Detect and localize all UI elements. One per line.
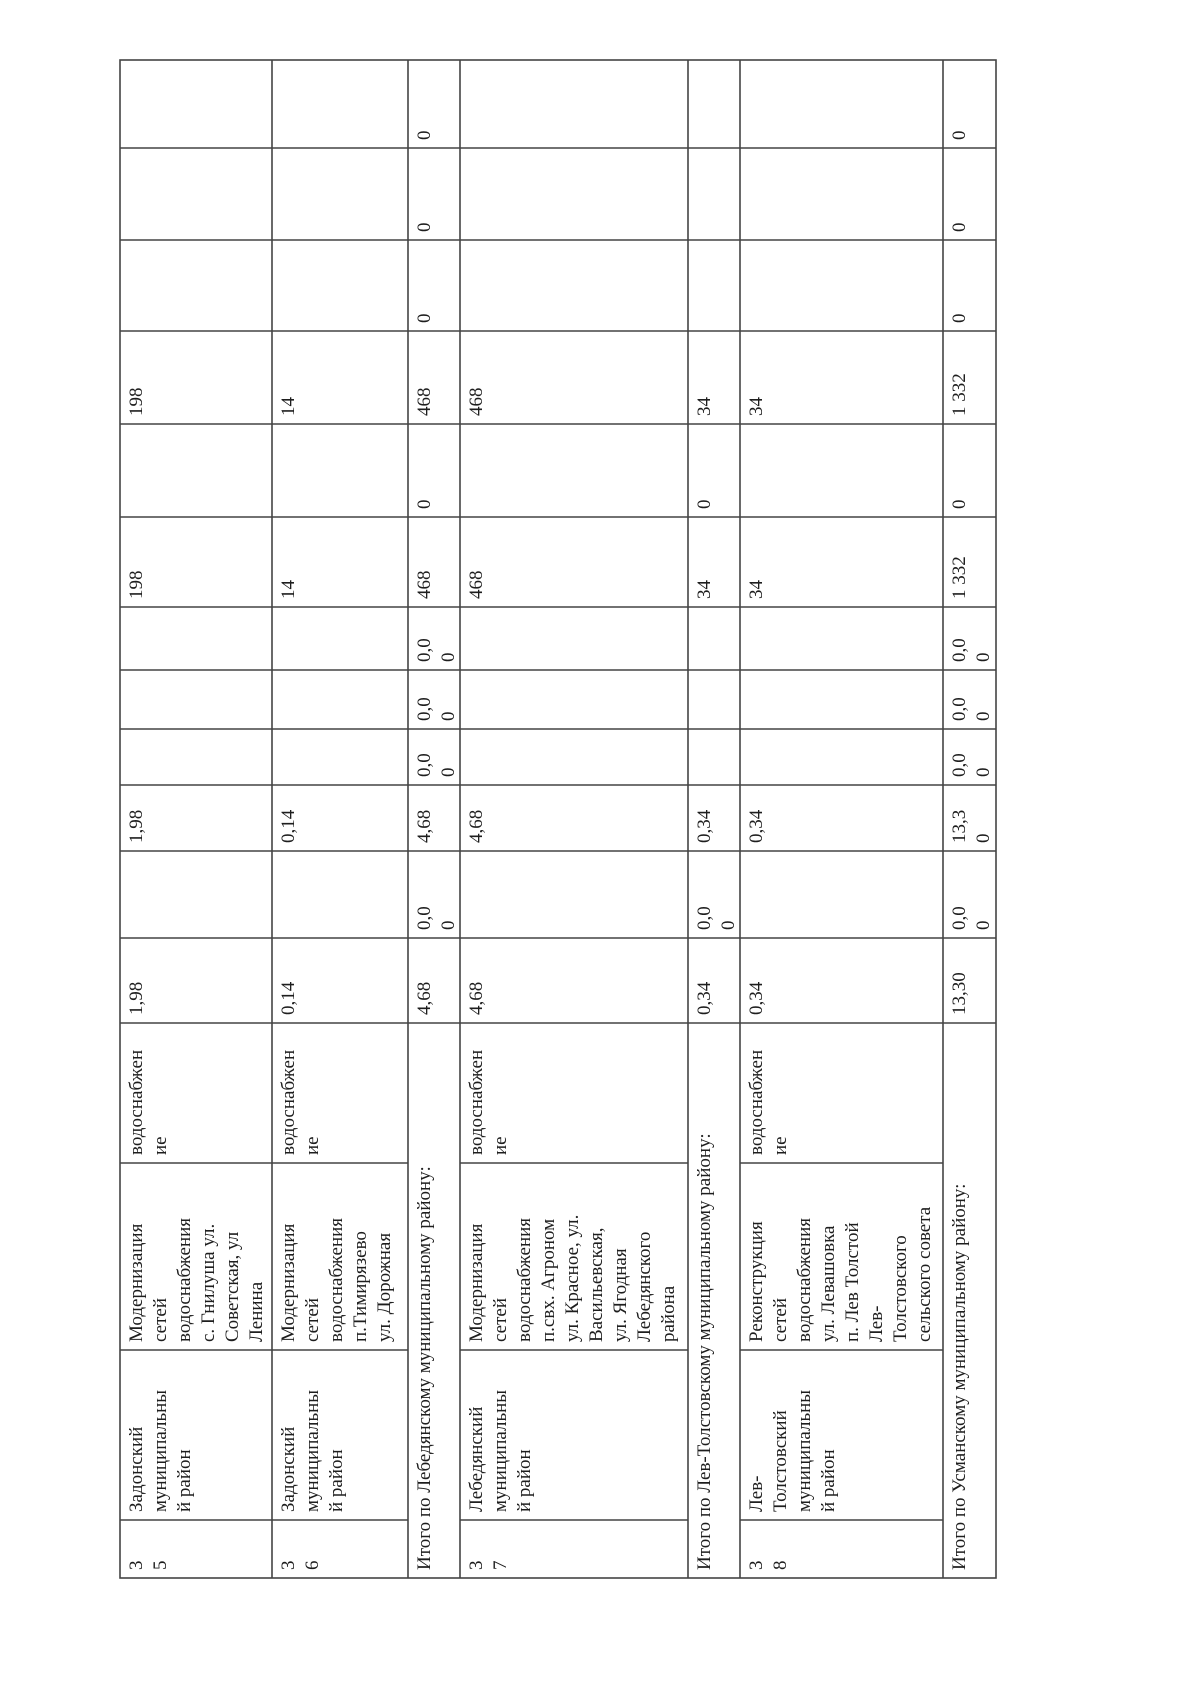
type-cell xyxy=(746,1050,791,1155)
value-cell-line: 0 xyxy=(973,711,994,721)
value-cell-line: 13,3 xyxy=(949,809,970,843)
value-cell xyxy=(949,314,970,324)
row-number-line: 7 xyxy=(490,1560,511,1570)
value-cell-line: 0 xyxy=(973,920,994,930)
value-cell xyxy=(949,223,970,233)
value-cell-line: 1 332 xyxy=(949,373,970,416)
object-cell-line: сетей xyxy=(770,1297,791,1342)
object-cell-line: Васильевская, xyxy=(586,1227,607,1342)
district-cell-line: й район xyxy=(818,1449,839,1512)
object-cell-line: Реконструкция xyxy=(746,1221,767,1342)
type-cell-line: ие xyxy=(490,1136,511,1155)
value-cell-line: 4,68 xyxy=(466,981,487,1015)
object-cell-line: сетей xyxy=(302,1297,323,1342)
value-cell xyxy=(746,397,767,417)
value-cell xyxy=(414,131,435,141)
value-cell xyxy=(414,753,459,777)
value-cell-line: 34 xyxy=(746,397,767,416)
value-cell-line: 198 xyxy=(126,387,147,416)
value-cell-line: 0,0 xyxy=(949,697,970,721)
row-number-line: 3 xyxy=(126,1560,147,1570)
value-cell-line: 0,0 xyxy=(414,697,435,721)
object-cell xyxy=(466,1215,679,1342)
value-cell-line: 0 xyxy=(414,222,435,232)
type-cell-line: водоснабжен xyxy=(126,1049,147,1155)
value-cell xyxy=(278,809,299,843)
value-cell-line: 14 xyxy=(278,397,299,416)
value-cell xyxy=(949,373,970,416)
value-cell-line: 0 xyxy=(973,767,994,777)
district-cell xyxy=(466,1390,535,1512)
value-cell xyxy=(414,223,435,233)
object-cell-line: п.свх. Агроном xyxy=(538,1218,559,1342)
value-cell xyxy=(746,809,767,843)
value-cell xyxy=(466,982,487,1015)
value-cell-line: 0 xyxy=(694,499,715,509)
value-cell-line: 4,68 xyxy=(414,809,435,843)
value-cell xyxy=(414,571,435,600)
value-cell-line: 0,0 xyxy=(694,906,715,930)
value-cell-line: 34 xyxy=(694,397,715,416)
value-cell xyxy=(414,982,435,1015)
value-cell-line: 0,34 xyxy=(746,809,767,843)
value-cell xyxy=(694,500,715,510)
value-cell xyxy=(414,388,435,417)
row-number-line: 6 xyxy=(302,1560,323,1570)
value-cell xyxy=(949,638,994,662)
value-cell-line: 0,34 xyxy=(746,981,767,1015)
table-text xyxy=(126,131,994,1571)
value-cell xyxy=(694,981,715,1015)
value-cell xyxy=(746,580,767,600)
value-cell-line: 13,30 xyxy=(949,972,970,1015)
value-cell-line: 1,98 xyxy=(126,809,147,843)
value-cell-line: 468 xyxy=(466,387,487,416)
object-cell-line: сетей xyxy=(490,1297,511,1342)
value-cell-line: 4,68 xyxy=(466,809,487,843)
value-cell-line: 0 xyxy=(973,833,994,843)
subtotal-label: Итого по Лебедянскому муниципальному району: xyxy=(414,1166,435,1570)
row-number xyxy=(126,1561,171,1571)
value-cell-line: 0 xyxy=(438,920,459,930)
subtotal-label: Итого по Усманскому муниципальному району: xyxy=(949,1183,970,1570)
type-cell xyxy=(126,1050,171,1155)
row-number-line: 3 xyxy=(278,1560,299,1570)
value-cell-line: 0,14 xyxy=(278,809,299,843)
value-cell-line: 468 xyxy=(414,387,435,416)
object-cell-line: водоснабжения xyxy=(174,1217,195,1342)
object-cell-line: п. Лев Толстой xyxy=(842,1222,863,1342)
value-cell xyxy=(414,500,435,510)
value-cell xyxy=(414,638,459,662)
value-cell xyxy=(949,753,994,777)
value-cell-line: 0,14 xyxy=(278,981,299,1015)
object-cell-line: ул. Красное, ул. xyxy=(562,1214,583,1342)
type-cell-line: водоснабжен xyxy=(466,1049,487,1155)
value-cell-line: 198 xyxy=(126,570,147,599)
row-number-line: 3 xyxy=(466,1560,487,1570)
row-number-line: 5 xyxy=(150,1560,171,1570)
district-cell-line: муниципальны xyxy=(150,1389,171,1512)
object-cell-line: Толстовского xyxy=(890,1235,911,1342)
value-cell-line: 1,98 xyxy=(126,981,147,1015)
value-cell xyxy=(694,809,715,843)
value-cell-line: 1 332 xyxy=(949,556,970,599)
value-cell-line: 0 xyxy=(438,652,459,662)
value-cell-line: 34 xyxy=(694,580,715,599)
district-cell-line: муниципальны xyxy=(794,1389,815,1512)
value-cell-line: 0 xyxy=(949,130,970,140)
value-cell xyxy=(694,580,715,600)
value-cell xyxy=(949,500,970,510)
value-cell-line: 0 xyxy=(414,499,435,509)
object-cell-line: Ленина xyxy=(246,1281,267,1342)
district-cell xyxy=(126,1390,195,1512)
value-cell-line: 14 xyxy=(278,580,299,599)
value-cell-line: 468 xyxy=(466,570,487,599)
type-cell-line: водоснабжен xyxy=(746,1049,767,1155)
district-cell-line: й район xyxy=(514,1449,535,1512)
value-cell xyxy=(278,397,299,417)
value-cell-line: 0,0 xyxy=(949,906,970,930)
object-cell-line: Модернизация xyxy=(278,1223,299,1342)
value-cell xyxy=(466,571,487,600)
object-cell xyxy=(278,1218,395,1342)
value-cell-line: 0,0 xyxy=(414,638,435,662)
type-cell-line: водоснабжен xyxy=(278,1049,299,1155)
value-cell xyxy=(949,697,994,721)
type-cell-line: ие xyxy=(150,1136,171,1155)
object-cell-line: водоснабжения xyxy=(794,1217,815,1342)
type-cell xyxy=(278,1050,323,1155)
object-cell-line: Лебедянского xyxy=(634,1231,655,1342)
value-cell xyxy=(466,810,487,843)
value-cell-line: 0,0 xyxy=(414,906,435,930)
value-cell-line: 0 xyxy=(414,313,435,323)
object-cell-line: ул. Левашовка xyxy=(818,1225,839,1342)
district-cell xyxy=(746,1390,839,1512)
object-cell-line: п.Тимирязево xyxy=(350,1231,371,1342)
object-cell-line: ул. Ягодная xyxy=(610,1248,631,1342)
district-cell-line: й район xyxy=(326,1449,347,1512)
value-cell-line: 0,34 xyxy=(694,809,715,843)
object-cell-line: сетей xyxy=(150,1297,171,1342)
object-cell-line: водоснабжения xyxy=(326,1217,347,1342)
district-cell-line: муниципальны xyxy=(302,1389,323,1512)
value-cell-line: 34 xyxy=(746,580,767,599)
value-cell xyxy=(414,314,435,324)
row-number xyxy=(278,1561,323,1571)
value-cell-line: 0,0 xyxy=(949,638,970,662)
object-cell-line: района xyxy=(658,1285,679,1342)
object-cell-line: сельского совета xyxy=(914,1206,935,1342)
subtotal-label: Итого по Лев-Толстовскому муниципальному району: xyxy=(694,1133,715,1570)
value-cell xyxy=(694,397,715,417)
district-cell-line: Задонский xyxy=(126,1426,147,1512)
type-cell-line: ие xyxy=(770,1136,791,1155)
value-cell-line: 0 xyxy=(438,711,459,721)
object-cell-line: Лев- xyxy=(866,1305,887,1342)
value-cell xyxy=(414,906,459,930)
type-cell xyxy=(466,1050,511,1155)
value-cell-line: 0 xyxy=(414,130,435,140)
value-cell xyxy=(126,571,147,600)
district-cell-line: Задонский xyxy=(278,1426,299,1512)
row-number xyxy=(466,1561,511,1571)
table-grid xyxy=(120,60,996,1578)
value-cell xyxy=(949,810,994,843)
value-cell-line: 4,68 xyxy=(414,981,435,1015)
value-cell xyxy=(949,556,970,599)
value-cell-line: 0 xyxy=(949,499,970,509)
value-cell-line: 0 xyxy=(438,767,459,777)
row-number-line: 8 xyxy=(770,1560,791,1570)
value-cell xyxy=(126,982,147,1015)
district-cell-line: Лебедянский xyxy=(466,1406,487,1512)
object-cell-line: водоснабжения xyxy=(514,1217,535,1342)
value-cell xyxy=(126,388,147,417)
object-cell-line: Модернизация xyxy=(466,1223,487,1342)
value-cell-line: 0 xyxy=(718,920,739,930)
object-cell xyxy=(126,1218,267,1342)
value-cell xyxy=(278,580,299,600)
value-cell-line: 0,34 xyxy=(694,981,715,1015)
value-cell xyxy=(466,388,487,417)
value-cell xyxy=(126,810,147,843)
object-cell-line: Модернизация xyxy=(126,1223,147,1342)
value-cell-line: 0 xyxy=(973,652,994,662)
district-cell-line: й район xyxy=(174,1449,195,1512)
district-cell-line: муниципальны xyxy=(490,1389,511,1512)
value-cell xyxy=(949,131,970,141)
value-cell xyxy=(949,972,970,1015)
value-cell xyxy=(694,906,739,930)
value-cell-line: 468 xyxy=(414,570,435,599)
value-cell-line: 0,0 xyxy=(949,753,970,777)
value-cell xyxy=(278,981,299,1015)
district-cell-line: Лев- xyxy=(746,1475,767,1512)
value-cell xyxy=(414,810,435,843)
district-cell xyxy=(278,1390,347,1512)
value-cell-line: 0 xyxy=(949,313,970,323)
district-cell-line: Толстовский xyxy=(770,1410,791,1512)
value-cell xyxy=(746,981,767,1015)
value-cell xyxy=(949,906,994,930)
row-number xyxy=(746,1561,791,1571)
value-cell-line: 0 xyxy=(949,222,970,232)
value-cell xyxy=(414,697,459,721)
row-number-line: 3 xyxy=(746,1560,767,1570)
object-cell xyxy=(746,1206,935,1342)
object-cell-line: ул. Дорожная xyxy=(374,1232,395,1342)
object-cell-line: с. Гнилуша ул. xyxy=(198,1223,219,1342)
type-cell-line: ие xyxy=(302,1136,323,1155)
value-cell-line: 0,0 xyxy=(414,753,435,777)
object-cell-line: Советская, ул xyxy=(222,1231,243,1342)
